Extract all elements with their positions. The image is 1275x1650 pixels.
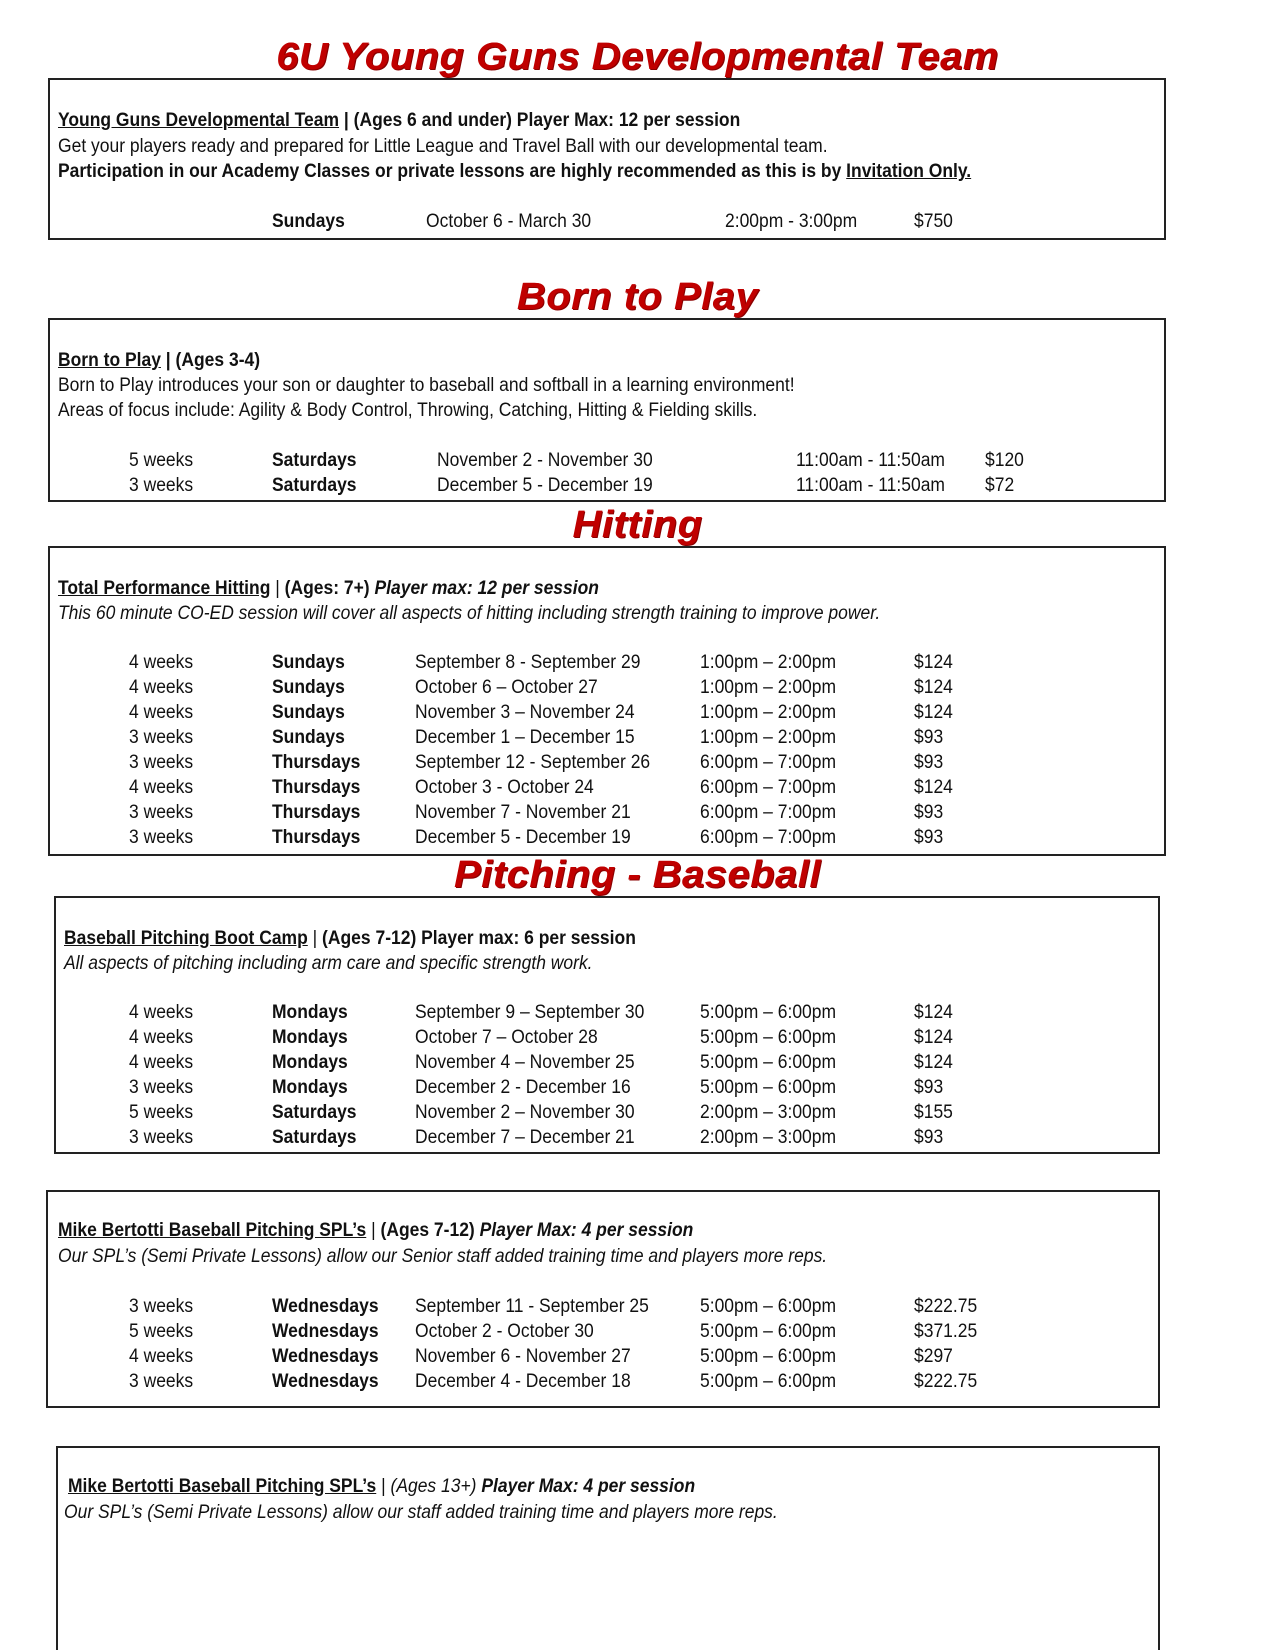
row-weeks: 3 weeks	[129, 827, 194, 848]
program-ages: (Ages: 7+)	[284, 578, 370, 599]
row-dates: November 7 - November 21	[415, 802, 631, 823]
program-name: Baseball Pitching Boot Camp	[64, 928, 308, 949]
row-day: Wednesdays	[272, 1296, 379, 1317]
row-day: Sundays	[272, 702, 345, 723]
row-price: $124	[914, 777, 953, 798]
program-ages: (Ages 7-12)	[322, 928, 417, 949]
row-price: $750	[914, 211, 953, 232]
program-focus-areas: Areas of focus include: Agility & Body Control, Throwing, Catching, Hitting & Fielding skills.	[58, 400, 758, 421]
program-max: Player max: 12 per session	[369, 578, 599, 599]
row-day: Mondays	[272, 1052, 348, 1073]
row-day: Mondays	[272, 1077, 348, 1098]
row-dates: October 3 - October 24	[415, 777, 594, 798]
row-weeks: 4 weeks	[129, 1002, 194, 1023]
row-time: 5:00pm – 6:00pm	[700, 1027, 837, 1048]
row-time: 5:00pm – 6:00pm	[700, 1346, 837, 1367]
row-dates: December 7 – December 21	[415, 1127, 635, 1148]
separator: |	[339, 110, 354, 131]
row-dates: December 1 – December 15	[415, 727, 635, 748]
row-time: 5:00pm – 6:00pm	[700, 1371, 837, 1392]
row-weeks: 4 weeks	[129, 702, 194, 723]
program-box-hitting	[48, 546, 1166, 856]
separator: |	[160, 350, 176, 371]
row-time: 6:00pm – 7:00pm	[700, 752, 837, 773]
program-name: Mike Bertotti Baseball Pitching SPL’s	[58, 1220, 367, 1241]
row-day: Thursdays	[272, 777, 361, 798]
invitation-only-link: Invitation Only.	[846, 161, 972, 182]
row-time: 1:00pm – 2:00pm	[700, 652, 837, 673]
row-dates: October 6 – October 27	[415, 677, 598, 698]
row-day: Saturdays	[272, 1102, 357, 1123]
row-weeks: 4 weeks	[129, 1052, 194, 1073]
program-note	[58, 161, 971, 183]
separator: |	[366, 1220, 381, 1241]
program-name: Born to Play	[58, 350, 161, 371]
row-weeks: 4 weeks	[129, 677, 194, 698]
row-time: 2:00pm – 3:00pm	[700, 1127, 837, 1148]
program-max: Player max: 6 per session	[416, 928, 636, 949]
row-price: $124	[914, 1052, 953, 1073]
row-weeks: 3 weeks	[129, 752, 194, 773]
row-dates: October 6 - March 30	[426, 211, 592, 232]
program-description: Born to Play introduces your son or daughter to baseball and softball in a learning environment!	[58, 375, 795, 396]
row-day: Wednesdays	[272, 1371, 379, 1392]
program-title	[58, 350, 260, 372]
row-weeks: 5 weeks	[129, 1102, 194, 1123]
row-dates: December 4 - December 18	[415, 1371, 631, 1392]
row-day: Saturdays	[272, 1127, 357, 1148]
row-dates: September 9 – September 30	[415, 1002, 645, 1023]
row-day: Mondays	[272, 1002, 348, 1023]
row-time: 1:00pm – 2:00pm	[700, 727, 837, 748]
row-dates: November 6 - November 27	[415, 1346, 631, 1367]
program-box-born-to-play	[48, 318, 1166, 502]
program-ages: (Ages 13+)	[390, 1476, 477, 1497]
program-description: Our SPL’s (Semi Private Lessons) allow our staff added training time and players more reps.	[64, 1502, 778, 1523]
row-price: $72	[985, 475, 1015, 496]
row-day: Sundays	[272, 727, 345, 748]
row-dates: October 7 – October 28	[415, 1027, 598, 1048]
row-day: Sundays	[272, 677, 345, 698]
row-price: $120	[985, 450, 1024, 471]
row-price: $155	[914, 1102, 953, 1123]
program-max: Player Max: 4 per session	[474, 1220, 694, 1241]
row-weeks: 3 weeks	[129, 1127, 194, 1148]
program-box-pitching-boot-camp	[54, 896, 1160, 1154]
program-box-young-guns	[48, 78, 1166, 240]
row-price: $93	[914, 727, 944, 748]
program-ages: (Ages 6 and under)	[353, 110, 512, 131]
row-dates: December 5 - December 19	[415, 827, 631, 848]
program-title	[58, 1220, 693, 1242]
row-day: Thursdays	[272, 752, 361, 773]
section-heading-pitching-baseball: Pitching - Baseball	[454, 854, 821, 896]
row-weeks: 3 weeks	[129, 802, 194, 823]
row-dates: October 2 - October 30	[415, 1321, 594, 1342]
row-dates: November 4 – November 25	[415, 1052, 635, 1073]
program-title	[68, 1476, 695, 1498]
row-day: Thursdays	[272, 827, 361, 848]
row-dates: November 2 – November 30	[415, 1102, 635, 1123]
row-weeks: 3 weeks	[129, 1077, 194, 1098]
section-heading-hitting: Hitting	[572, 504, 703, 546]
row-weeks: 4 weeks	[129, 1027, 194, 1048]
separator: |	[376, 1476, 391, 1497]
row-time: 6:00pm – 7:00pm	[700, 827, 837, 848]
program-title	[58, 578, 599, 600]
separator: |	[270, 578, 285, 599]
row-day: Mondays	[272, 1027, 348, 1048]
row-time: 1:00pm – 2:00pm	[700, 677, 837, 698]
row-time: 11:00am - 11:50am	[796, 450, 945, 471]
program-description: All aspects of pitching including arm care and specific strength work.	[64, 953, 593, 974]
row-weeks: 5 weeks	[129, 1321, 194, 1342]
program-box-spl-7-12	[46, 1190, 1160, 1408]
row-price: $124	[914, 702, 953, 723]
row-weeks: 3 weeks	[129, 727, 194, 748]
row-price: $93	[914, 1127, 944, 1148]
row-time: 6:00pm – 7:00pm	[700, 777, 837, 798]
row-price: $371.25	[914, 1321, 978, 1342]
row-weeks: 3 weeks	[129, 1371, 194, 1392]
row-price: $93	[914, 752, 944, 773]
row-weeks: 3 weeks	[129, 1296, 194, 1317]
row-weeks: 4 weeks	[129, 652, 194, 673]
section-heading-6u-young-guns: 6U Young Guns Developmental Team	[276, 36, 999, 78]
program-ages: (Ages 7-12)	[380, 1220, 475, 1241]
row-dates: December 2 - December 16	[415, 1077, 631, 1098]
program-name: Total Performance Hitting	[58, 578, 271, 599]
row-weeks: 3 weeks	[129, 475, 194, 496]
row-time: 5:00pm – 6:00pm	[700, 1002, 837, 1023]
row-time: 5:00pm – 6:00pm	[700, 1052, 837, 1073]
row-day: Wednesdays	[272, 1321, 379, 1342]
row-time: 1:00pm – 2:00pm	[700, 702, 837, 723]
row-day: Sundays	[272, 652, 345, 673]
program-description: Get your players ready and prepared for Little League and Travel Ball with our developmental team.	[58, 136, 828, 157]
program-description: This 60 minute CO-ED session will cover all aspects of hitting including strength training to improve power.	[58, 603, 881, 624]
row-time: 5:00pm – 6:00pm	[700, 1321, 837, 1342]
row-price: $222.75	[914, 1371, 978, 1392]
row-day: Sundays	[272, 211, 345, 232]
program-note-text: Participation in our Academy Classes or private lessons are highly recommended as this is by	[58, 161, 847, 182]
row-dates: September 11 - September 25	[415, 1296, 649, 1317]
row-day: Wednesdays	[272, 1346, 379, 1367]
program-title	[58, 110, 740, 132]
row-day: Saturdays	[272, 450, 357, 471]
row-dates: November 2 - November 30	[437, 450, 653, 471]
program-title	[64, 928, 636, 950]
row-price: $93	[914, 827, 944, 848]
row-time: 2:00pm – 3:00pm	[700, 1102, 837, 1123]
row-dates: November 3 – November 24	[415, 702, 635, 723]
row-weeks: 4 weeks	[129, 1346, 194, 1367]
row-price: $124	[914, 652, 953, 673]
row-time: 5:00pm – 6:00pm	[700, 1077, 837, 1098]
row-time: 6:00pm – 7:00pm	[700, 802, 837, 823]
row-price: $93	[914, 802, 944, 823]
row-time: 5:00pm – 6:00pm	[700, 1296, 837, 1317]
program-name: Mike Bertotti Baseball Pitching SPL’s	[68, 1476, 377, 1497]
row-price: $297	[914, 1346, 953, 1367]
program-max: Player Max: 4 per session	[476, 1476, 696, 1497]
row-price: $93	[914, 1077, 944, 1098]
separator: |	[307, 928, 323, 949]
program-ages: (Ages 3-4)	[175, 350, 261, 371]
row-price: $124	[914, 1002, 953, 1023]
row-dates: December 5 - December 19	[437, 475, 653, 496]
program-description: Our SPL’s (Semi Private Lessons) allow our Senior staff added training time and players more reps.	[58, 1246, 828, 1267]
row-time: 2:00pm - 3:00pm	[725, 211, 858, 232]
row-price: $124	[914, 677, 953, 698]
section-heading-born-to-play: Born to Play	[516, 276, 759, 318]
row-price: $222.75	[914, 1296, 978, 1317]
program-name: Young Guns Developmental Team	[58, 110, 340, 131]
program-box-spl-13-plus	[56, 1446, 1160, 1650]
row-time: 11:00am - 11:50am	[796, 475, 945, 496]
row-dates: September 12 - September 26	[415, 752, 651, 773]
row-dates: September 8 - September 29	[415, 652, 641, 673]
row-price: $124	[914, 1027, 953, 1048]
row-day: Saturdays	[272, 475, 357, 496]
row-weeks: 5 weeks	[129, 450, 194, 471]
program-max: Player Max: 12 per session	[511, 110, 741, 131]
row-weeks: 4 weeks	[129, 777, 194, 798]
row-day: Thursdays	[272, 802, 361, 823]
